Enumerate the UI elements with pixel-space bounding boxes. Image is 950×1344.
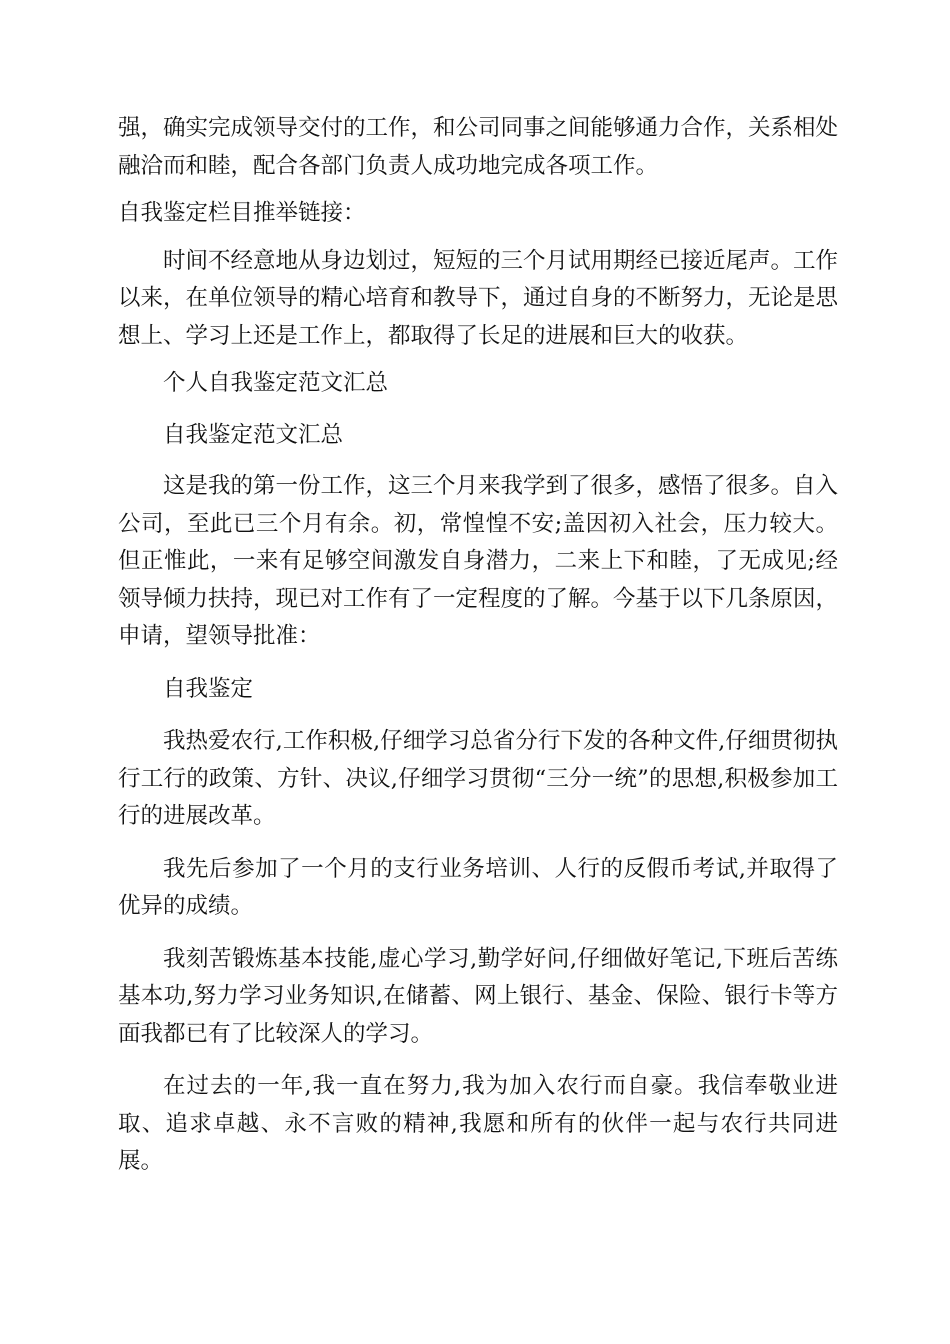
paragraph-love-bank: 我热爱农行,工作积极,仔细学习总省分行下发的各种文件,仔细贯彻执行工行的政策、方针、决议,仔细学习贯彻“三分一统”的思想,积极参加工行的进展改革。 <box>118 728 838 829</box>
link-personal-self-evaluation[interactable]: 个人自我鉴定范文汇总 <box>163 370 389 396</box>
paragraph-continuation: 强，确实完成领导交付的工作，和公司同事之间能够通力合作，关系相处融洽而和睦，配合各部门负责人成功地完成各项工作。 <box>118 115 839 179</box>
paragraph-past-year: 在过去的一年,我一直在努力,我为加入农行而自豪。我信奉敬业进取、追求卓越、永不言败的精神,我愿和所有的伙伴一起与农行共同进展。 <box>118 1073 838 1174</box>
paragraph-first-job: 这是我的第一份工作，这三个月来我学到了很多，感悟了很多。自入公司，至此已三个月有余。初，常惶惶不安;盖因初入社会，压力较大。但正惟此，一来有足够空间激发自身潜力，二来上下和睦，了无成见;经领导倾力扶持，现已对工作有了一定程度的了解。今基于以下几条原因，申请，望领导批准： <box>118 473 839 649</box>
section-heading-links: 自我鉴定栏目推举链接： <box>118 200 366 226</box>
paragraph-training: 我先后参加了一个月的支行业务培训、人行的反假币考试,并取得了优异的成绩。 <box>118 855 838 919</box>
paragraph-intro: 时间不经意地从身边划过，短短的三个月试用期经已接近尾声。工作以来，在单位领导的精心培育和教导下，通过自身的不断努力，无论是思想上、学习上还是工作上，都取得了长足的进展和巨大的收获。 <box>118 247 839 349</box>
section-heading-self-evaluation: 自我鉴定 <box>163 675 254 702</box>
document-body <box>118 110 838 1181</box>
link-self-evaluation-samples[interactable]: 自我鉴定范文汇总 <box>163 421 344 448</box>
paragraph-skills: 我刻苦锻炼基本技能,虚心学习,勤学好问,仔细做好笔记,下班后苦练基本功,努力学习业务知识,在储蓄、网上银行、基金、保险、银行卡等方面我都已有了比较深人的学习。 <box>118 945 838 1047</box>
